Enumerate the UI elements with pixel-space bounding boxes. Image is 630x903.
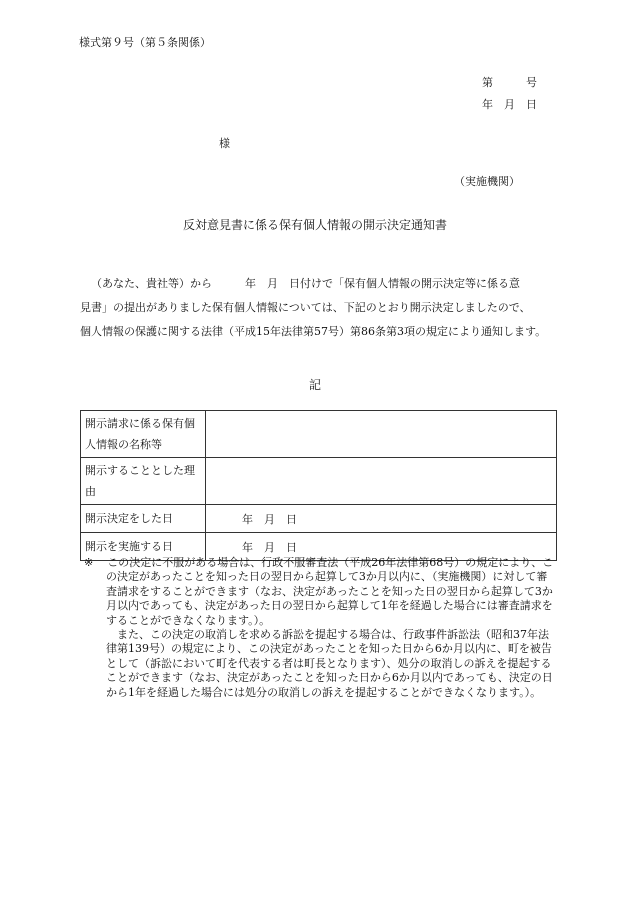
row-value-decision-date: 年 月 日: [206, 505, 557, 533]
table-row: [81, 411, 557, 458]
addressee-honorific: 様: [219, 137, 230, 150]
row-label-decision-date: 開示決定をした日: [81, 505, 206, 533]
body-line-1: （あなた、貴社等）から 年 月 日付けで「保有個人情報の開示決定等に係る意: [91, 277, 520, 290]
ki-heading: 記: [308, 378, 321, 392]
form-number: 様式第９号（第５条関係）: [79, 36, 211, 49]
body-line-2: 見書」の提出がありました保有個人情報については、下記のとおり開示決定しましたので、: [80, 301, 531, 314]
row-value-reason: [206, 458, 557, 505]
row-label-implementation-date: 開示を実施する日: [81, 533, 206, 561]
implementing-agency: （実施機関）: [454, 175, 520, 188]
table-row: [81, 505, 557, 533]
note-lawsuit: また、この決定の取消しを求める訴訟を提起する場合は、行政事件訴訟法（昭和37年法律第139号）の規定により、この決定があったことを知った日から6か月以内に、町を被告として（訴訟において町を代表する者は町長となります）、処分の取消しの訴えを提起することができます（なお、決定があったことを知った日から6か月以内であっても、決定の日から1年を経過した場合には処分の取消しの訴えを提起することができなくなります。）。: [106, 628, 553, 699]
table-row: [81, 458, 557, 505]
document-number: 第 号: [482, 76, 537, 89]
notification-body: [80, 272, 550, 344]
note-appeal: [84, 556, 558, 628]
notes-section: [84, 556, 558, 700]
row-label-reason: 開示することとした理由: [81, 458, 206, 505]
document-date: 年 月 日: [482, 98, 537, 111]
row-label-info-name: 開示請求に係る保有個人情報の名称等: [81, 411, 206, 458]
row-value-implementation-date: 年 月 日: [206, 533, 557, 561]
row-value-info-name: [206, 411, 557, 458]
document-title: 反対意見書に係る保有個人情報の開示決定通知書: [182, 218, 447, 232]
note-appeal-text: この決定に不服がある場合は、行政不服審査法（平成26年法律第68号）の規定により、この決定があったことを知った日の翌日から起算して3か月以内に、（実施機関）に対して審査請求をすることができます（なお、決定があったことを知った日の翌日から起算して3か月以内であっても、決定があった日の翌日から起算して1年を経過した場合には審査請求をすることができなくなります。）。: [106, 556, 554, 627]
disclosure-details-table: [80, 410, 557, 561]
note-mark: ※: [84, 556, 94, 569]
body-line-3: 個人情報の保護に関する法律（平成15年法律第57号）第86条第3項の規定により通知します。: [80, 325, 547, 338]
